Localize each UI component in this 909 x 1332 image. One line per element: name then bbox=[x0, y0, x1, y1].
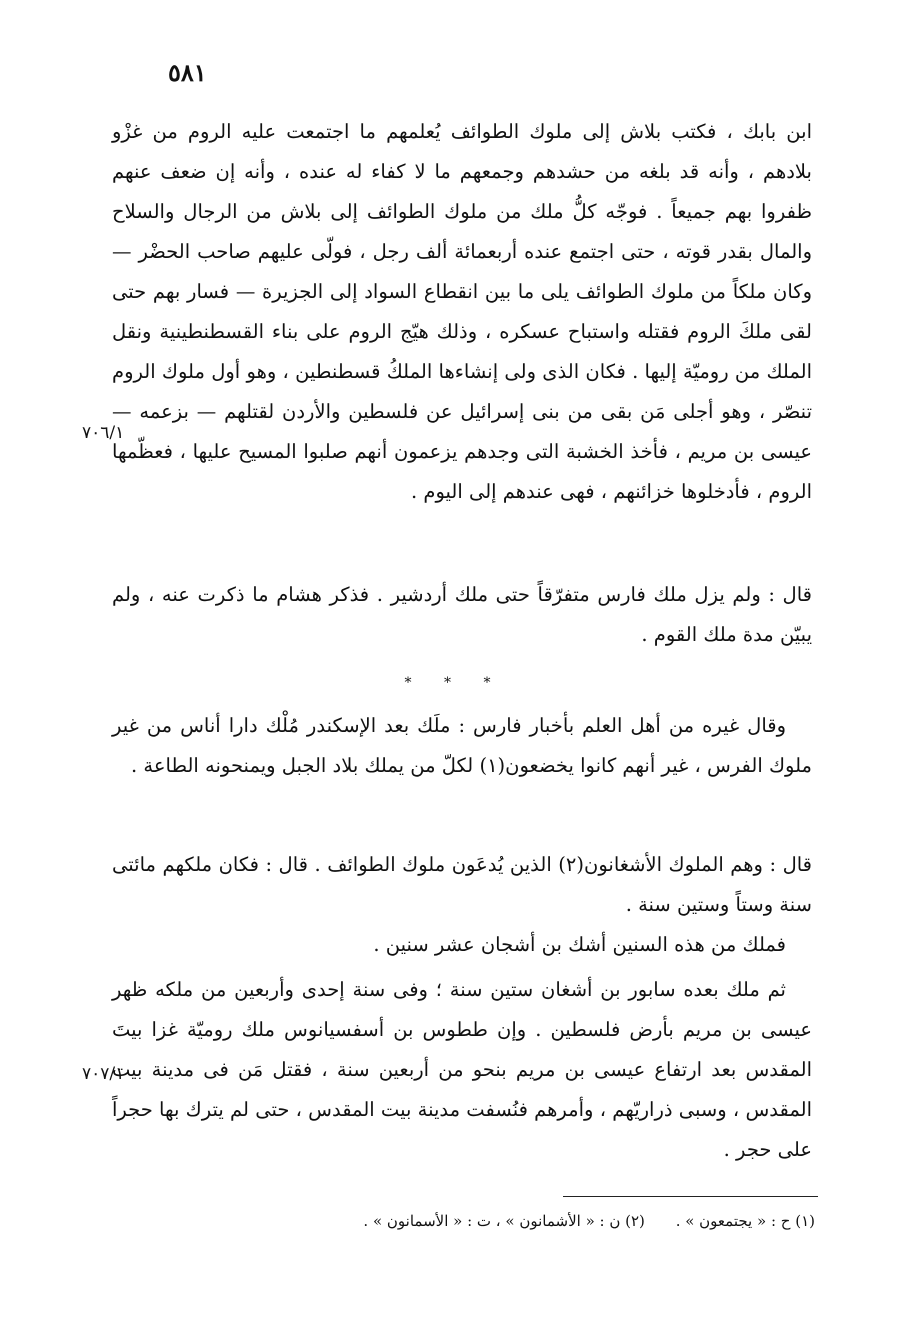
paragraph-4-text: قال : وهم الملوك الأشغانون(٢) الذين يُدعَون ملوك الطوائف . قال : فكان ملكهم مائتى سنة وستاً وستين سنة . bbox=[112, 853, 812, 916]
footnote-2: (٢) ن : « الأشمانون » ، ت : « الأسمانون » . bbox=[363, 1212, 645, 1230]
paragraph-3 bbox=[112, 706, 812, 786]
margin-reference-2: ٧٠٧/١ bbox=[82, 1064, 125, 1084]
paragraph-5 bbox=[112, 925, 812, 965]
paragraph-5-text: فملك من هذه السنين أشك بن أشجان عشر سنين . bbox=[373, 933, 786, 956]
footnote-1: (١) ح : « يجتمعون » . bbox=[675, 1212, 815, 1230]
paragraph-1-text: ابن بابك ، فكتب بلاش إلى ملوك الطوائف يُعلمهم ما اجتمعت عليه الروم من غزْو بلادهم ، وأنه قد بلغه من حشدهم وجمعهم ما لا كفاء له عنده ، وأنه إن ضعف عنهم ظفروا بهم جميعاً . فوجّه كلُّ ملك من ملوك الطوائف إلى بلاش من الرجال والسلاح والمال بقدر قوته ، حتى اجتمع عنده أربعمائة ألف رجل ، فولّى عليهم صاحب الحضْر — وكان ملكاً من ملوك الطوائف يلى ما بين انقطاع السواد إلى الجزيرة — فسار بهم حتى لقى ملكَ الروم فقتله واستباح عسكره ، وذلك هيّج الروم على بناء القسطنطينية ونقل الملك من روميّة إليها . فكان الذى ولى إنشاءها الملكُ قسطنطين ، وهو أول ملوك الروم تنصّر ، وهو أجلى مَن بقى من بنى إسرائيل عن فلسطين والأردن لقتلهم — بزعمه — عيسى بن مريم ، فأخذ الخشبة التى وجدهم يزعمون أنهم صلبوا المسيح عليها ، فعظّمها الروم ، فأدخلوها خزائنهم ، فهى عندهم إلى اليوم . bbox=[112, 120, 812, 503]
paragraph-3-text: وقال غيره من أهل العلم بأخبار فارس : ملَك بعد الإسكندر مُلْك دارا أناس من غير ملوك الفرس ، غير أنهم كانوا يخضعون(١) لكلّ من يملك بلاد الجبل ويمنحونه الطاعة . bbox=[112, 714, 812, 777]
paragraph-4 bbox=[112, 845, 812, 925]
paragraph-2 bbox=[112, 575, 812, 655]
paragraph-6-text: ثم ملك بعده سابور بن أشغان ستين سنة ؛ وفى سنة إحدى وأربعين من ملكه ظهر عيسى بن مريم بأرض فلسطين . وإن ططوس بن أسفسيانوس ملك روميّة غزا بيتَ المقدس بعد ارتفاع عيسى بن مريم بنحو من أربعين سنة ، فقتل مَن فى مدينة بيت المقدس ، وسبى ذراريّهم ، وأمرهم فنُسفت مدينة بيت المقدس ، حتى لم يترك بها حجراً على حجر . bbox=[112, 978, 812, 1161]
footnote-divider bbox=[563, 1196, 818, 1197]
paragraph-2-text: قال : ولم يزل ملك فارس متفرّقاً حتى ملك أردشير . فذكر هشام ما ذكرت عنه ، ولم يبيّن مدة ملك القوم . bbox=[112, 583, 812, 646]
section-separator: * * * bbox=[404, 675, 505, 691]
margin-reference-1: ٧٠٦/١ bbox=[82, 423, 125, 443]
footnotes bbox=[195, 1208, 815, 1234]
page-number: ٥٨١ bbox=[168, 58, 207, 87]
paragraph-6 bbox=[112, 970, 812, 1170]
paragraph-1 bbox=[112, 112, 812, 512]
